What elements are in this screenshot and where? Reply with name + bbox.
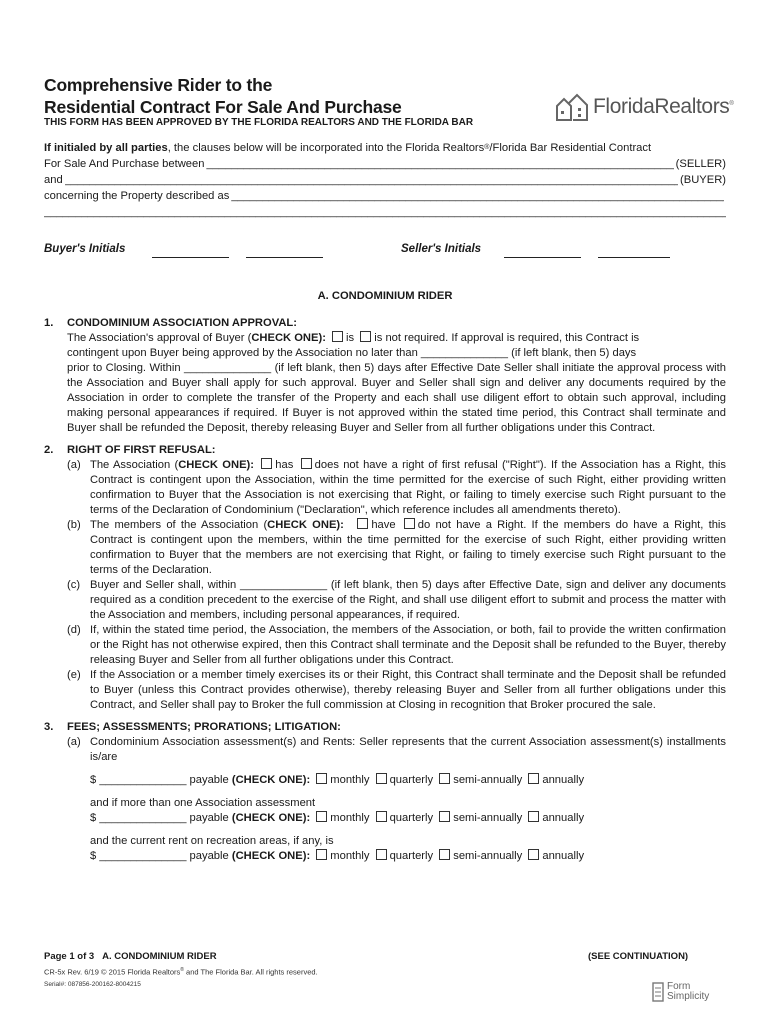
quarterly-label: quarterly bbox=[389, 850, 434, 862]
subclause-letter: (a) bbox=[67, 459, 81, 471]
annually-checkbox[interactable] bbox=[528, 849, 539, 860]
form-title bbox=[44, 74, 402, 118]
clause-number: 2. bbox=[44, 444, 54, 456]
buyer-name-field[interactable] bbox=[65, 172, 678, 188]
copyright-line bbox=[44, 967, 318, 977]
copyright-text: CR-5x Rev. 6/19 © 2015 Florida Realtors bbox=[44, 967, 181, 977]
semi-annually-checkbox[interactable] bbox=[439, 849, 450, 860]
logo-text: FloridaRealtors bbox=[593, 95, 730, 118]
amount-field[interactable]: $ ______________ payable bbox=[90, 850, 229, 862]
subclause-letter: (b) bbox=[67, 519, 81, 531]
subclause-text: If the Association or a member timely exercises its or their Right, this Contract shall terminate and the Deposit shall be refunded to Buyer (unless this Contract provides otherwise), thereby releasing Buyer and Seller from all further obligations under this Contract, and Seller shall pay to Broker the full commission at Closing in recognition that Broker procured the sale. bbox=[90, 669, 726, 711]
intro-paragraph bbox=[44, 140, 726, 220]
buyer-initials-field-2[interactable] bbox=[246, 257, 323, 258]
approval-notice: THIS FORM HAS BEEN APPROVED BY THE FLORIDA REALTORS AND THE FLORIDA BAR bbox=[44, 117, 474, 128]
monthly-label: monthly bbox=[330, 812, 370, 824]
subclause-letter: (d) bbox=[67, 624, 81, 636]
check-one-label: CHECK ONE bbox=[251, 332, 319, 344]
rider-body bbox=[44, 316, 726, 871]
seller-initials-field-2[interactable] bbox=[598, 257, 670, 258]
subclause-text: If, within the stated time period, the Association, the members of the Association, or both, fail to provide the written confirmation or the Right has not otherwise expired, then this Contract shall terminate and the Deposit shall be refunded to the Buyer, thereby releasing Buyer and Seller from all further obligations under this Contract. bbox=[90, 624, 726, 666]
seller-label: (SELLER) bbox=[675, 158, 726, 170]
page-footer-left bbox=[44, 951, 217, 962]
copyright-registered-mark: ® bbox=[180, 967, 184, 973]
semi-annually-label: semi-annually bbox=[453, 850, 523, 862]
form-simplicity-text bbox=[667, 982, 709, 1002]
buyer-initials-field-1[interactable] bbox=[152, 257, 229, 258]
see-continuation: (SEE CONTINUATION) bbox=[588, 951, 689, 962]
intro-line-3 bbox=[44, 172, 726, 188]
approval-process-text: prior to Closing. Within ______________ (if left blank, then 5) days after Effective Date Seller shall initiate the approval process with the Association and Buyer shall apply for such approval. Buyer and Seller shall sign and deliver any documents required by the Association in order to complete the transfer of the Property and each shall use diligent effort to obtain such approval, including making personal appearances if required. If Buyer is not approved within the stated time period, this Contract shall terminate and Buyer shall be refunded the Deposit, thereby releasing Buyer and Seller from all further obligations under this Contract. bbox=[67, 362, 726, 434]
florida-realtors-logo bbox=[555, 92, 733, 122]
intro-line-5 bbox=[44, 204, 726, 220]
document-icon bbox=[652, 982, 664, 1002]
check-one-label: (CHECK ONE): bbox=[231, 812, 311, 824]
members-text: The members of the Association ( bbox=[90, 519, 268, 531]
intro-lead-bold: If initialed by all parties bbox=[44, 142, 168, 154]
subclause-text: Buyer and Seller shall, within ______________ (if left blank, then 5) days after Effective Date, sign and deliver any documents required as a condition precedent to the exercise of the Right, and shall use diligent effort to submit and process the matter with the Association and members, including personal appearances, if required. bbox=[90, 579, 726, 621]
members-have-checkbox[interactable] bbox=[357, 518, 368, 529]
form-simplicity-line-1: Form bbox=[667, 981, 691, 992]
copyright-tail: and The Florida Bar. All rights reserved. bbox=[183, 967, 318, 977]
quarterly-checkbox[interactable] bbox=[376, 849, 387, 860]
subclause-b bbox=[67, 518, 726, 578]
quarterly-label: quarterly bbox=[389, 774, 434, 786]
clause-number: 1. bbox=[44, 317, 54, 329]
subclause-text: Condominium Association assessment(s) and Rents: Seller represents that the current Association assessment(s) installments is/are bbox=[90, 736, 726, 763]
logo-wordmark bbox=[593, 95, 733, 119]
seller-name-field[interactable] bbox=[206, 156, 673, 172]
subclause-letter: (a) bbox=[67, 736, 81, 748]
annually-checkbox[interactable] bbox=[528, 811, 539, 822]
semi-annually-checkbox[interactable] bbox=[439, 811, 450, 822]
subclause-a bbox=[67, 735, 726, 765]
check-one-colon: ): bbox=[246, 459, 254, 471]
monthly-checkbox[interactable] bbox=[316, 773, 327, 784]
subclause-letter: (c) bbox=[67, 579, 81, 591]
houses-logo-icon bbox=[555, 92, 589, 122]
clause-heading: RIGHT OF FIRST REFUSAL: bbox=[67, 444, 216, 456]
check-one-colon: ): bbox=[318, 332, 326, 344]
clause-number: 3. bbox=[44, 721, 54, 733]
approval-deadline-text: contingent upon Buyer being approved by the Association no later than ______________ (if left blank, then 5) days bbox=[67, 347, 637, 359]
clause-right-of-first-refusal bbox=[44, 443, 726, 713]
approval-text: The Association's approval of Buyer ( bbox=[67, 332, 252, 344]
quarterly-label: quarterly bbox=[389, 812, 434, 824]
seller-initials-field-1[interactable] bbox=[504, 257, 581, 258]
intro-lead-tail: /Florida Bar Residential Contract bbox=[489, 142, 652, 154]
approval-check-line bbox=[67, 331, 726, 346]
check-one-label: CHECK ONE bbox=[178, 459, 247, 471]
property-description-field[interactable] bbox=[231, 188, 724, 204]
intro-line-2 bbox=[44, 156, 726, 172]
check-one-label: (CHECK ONE): bbox=[231, 850, 311, 862]
semi-annually-label: semi-annually bbox=[453, 774, 523, 786]
check-one-label: CHECK ONE bbox=[267, 519, 337, 531]
semi-annually-checkbox[interactable] bbox=[439, 773, 450, 784]
subclause-letter: (e) bbox=[67, 669, 81, 681]
is-label: is bbox=[346, 332, 355, 344]
association-text: The Association ( bbox=[90, 459, 179, 471]
quarterly-checkbox[interactable] bbox=[376, 811, 387, 822]
property-description-field-2[interactable] bbox=[44, 204, 726, 220]
title-line-2: Residential Contract For Sale And Purchase bbox=[44, 97, 402, 117]
members-do-not-have-checkbox[interactable] bbox=[404, 518, 415, 529]
footer-rider-title: A. CONDOMINIUM RIDER bbox=[102, 951, 217, 962]
annually-label: annually bbox=[542, 850, 585, 862]
clause-heading: FEES; ASSESSMENTS; PRORATIONS; LITIGATION: bbox=[67, 721, 341, 733]
rent-payment-row bbox=[90, 849, 726, 864]
monthly-label: monthly bbox=[330, 774, 370, 786]
additional-assessment-label: and if more than one Association assessment bbox=[90, 797, 316, 809]
monthly-label: monthly bbox=[330, 850, 370, 862]
serial-number: Serial#: 087856-200162-8004215 bbox=[44, 981, 141, 988]
intro-lead-text: , the clauses below will be incorporated into the Florida Realtors bbox=[167, 142, 485, 154]
assessment-payment-row bbox=[90, 773, 726, 788]
assessment-payment-block bbox=[90, 773, 726, 864]
is-not-required-checkbox[interactable] bbox=[360, 331, 371, 342]
section-title: A. CONDOMINIUM RIDER bbox=[317, 290, 453, 302]
check-one-colon: ): bbox=[336, 519, 344, 531]
association-does-not-have-checkbox[interactable] bbox=[301, 458, 312, 469]
subclause-a bbox=[67, 458, 726, 518]
subclause-d bbox=[67, 623, 726, 668]
and-label: and bbox=[44, 174, 63, 186]
monthly-checkbox[interactable] bbox=[316, 849, 327, 860]
title-line-1: Comprehensive Rider to the bbox=[44, 75, 273, 95]
members-refusal-text: do not have a Right. If the members do have a Right, this Contract is contingent upon the members, within the time permitted for the exercise of such Right, either providing written confirmation to Buyer that the members are not exercising that Right, or failing to timely exercise such Right pursuant to the terms of the Declaration. bbox=[90, 519, 727, 576]
recreation-rent-label: and the current rent on recreation areas, if any, is bbox=[90, 835, 334, 847]
quarterly-checkbox[interactable] bbox=[376, 773, 387, 784]
amount-field[interactable]: $ ______________ payable bbox=[90, 774, 229, 786]
intro-registered-mark: ® bbox=[484, 144, 490, 151]
amount-field[interactable]: $ ______________ payable bbox=[90, 812, 229, 824]
page-number: Page 1 of 3 bbox=[44, 951, 95, 962]
annually-label: annually bbox=[542, 774, 585, 786]
subclause-e bbox=[67, 668, 726, 713]
seller-initials-label: Seller's Initials bbox=[401, 243, 482, 255]
buyer-label: (BUYER) bbox=[680, 174, 726, 186]
form-simplicity-line-2: Simplicity bbox=[667, 991, 710, 1002]
has-label: has bbox=[275, 459, 294, 471]
is-required-checkbox[interactable] bbox=[332, 331, 343, 342]
logo-registered-mark: ® bbox=[729, 101, 734, 107]
semi-annually-label: semi-annually bbox=[453, 812, 523, 824]
buyer-initials-label: Buyer's Initials bbox=[44, 243, 126, 255]
have-label: have bbox=[371, 519, 396, 531]
intro-line-4 bbox=[44, 188, 726, 204]
intro-line-1 bbox=[44, 140, 726, 156]
clause-fees-assessments bbox=[44, 720, 726, 864]
annually-label: annually bbox=[542, 812, 585, 824]
additional-payment-row bbox=[90, 811, 726, 826]
clause-association-approval bbox=[44, 316, 726, 436]
association-has-checkbox[interactable] bbox=[261, 458, 272, 469]
parties-between-label: For Sale And Purchase between bbox=[44, 158, 205, 170]
clause-heading: CONDOMINIUM ASSOCIATION APPROVAL: bbox=[67, 317, 297, 329]
refusal-text: does not have a right of first refusal ("Right"). If the Association has a Right, this Contract is contingent upon the Association, within the time permitted for the exercise of such Right, either providing written confirmation to Buyer that the Association is not exercising that Right, or failing to timely exercise such Right pursuant to the terms of the Declaration of Condominium ("Declaration", which reference includes all amendments thereto). bbox=[90, 459, 727, 516]
form-simplicity-logo bbox=[652, 982, 709, 1002]
subclause-c bbox=[67, 578, 726, 623]
check-one-label: (CHECK ONE): bbox=[231, 774, 311, 786]
annually-checkbox[interactable] bbox=[528, 773, 539, 784]
property-label: concerning the Property described as bbox=[44, 190, 230, 202]
monthly-checkbox[interactable] bbox=[316, 811, 327, 822]
is-not-label: is not required. If approval is required, this Contract is bbox=[374, 332, 640, 344]
